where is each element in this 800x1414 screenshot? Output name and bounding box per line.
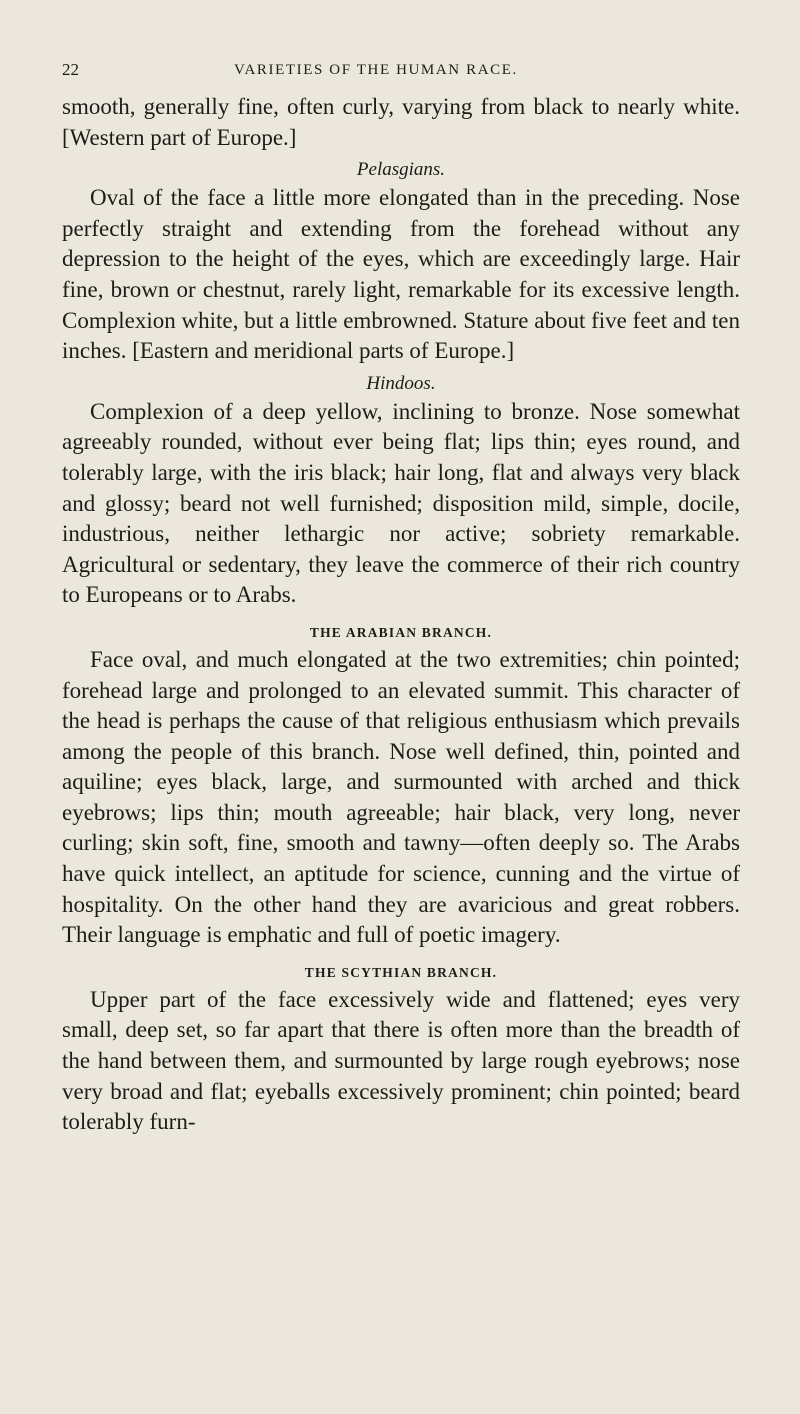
heading-hindoos: Hindoos. — [366, 372, 436, 394]
heading-scythian-branch: THE SCYTHIAN BRANCH. — [304, 964, 498, 980]
running-head — [62, 52, 740, 92]
continuation-paragraph: smooth, generally fine, often curly, varying from black to nearly white. [Western part of Europe.] — [62, 94, 740, 150]
scythian-paragraph: Upper part of the face excessively wide and flattened; eyes very small, deep set, so far apart that there is often more than the breadth of the hand between them, and surmounted by large rough eyebrows; nose very broad and flat; eyeballs excessively prominent; chin pointed; beard tolerably furn- — [62, 986, 740, 1135]
pelasgians-paragraph: Oval of the face a little more elongated than in the preceding. Nose perfectly straight and extending from the forehead without any depression to the height of the eyes, which are exceedingly large. Hair fine, brown or chestnut, rarely light, remarkable for its excessive length. Complexion white, but a little embrowned. Stature about five feet and ten inches. [Eastern and meridional parts of Europe.] — [62, 185, 740, 364]
heading-arabian-branch: THE ARABIAN BRANCH. — [309, 624, 493, 640]
hindoos-paragraph: Complexion of a deep yellow, inclining to bronze. Nose somewhat agreeably rounded, without ever being flat; lips thin; eyes round, and tolerably large, with the iris black; hair long, flat and always very black and glossy; beard not well furnished; disposition mild, simple, docile, industrious, neither lethargic nor active; sobriety remarkable. Agricultural or sedentary, they leave the commerce of their rich country to Europeans or to Arabs. — [62, 398, 740, 608]
running-title: VARIETIES OF THE HUMAN RACE. — [234, 62, 518, 78]
heading-pelasgians: Pelasgians. — [356, 159, 446, 181]
arabian-paragraph: Face oval, and much elongated at the two extremities; chin pointed; forehead large and prolonged to an elevated summit. This character of the head is perhaps the cause of that religious enthusiasm which prevails among the people of this branch. Nose well defined, thin, pointed and aquiline; eyes black, large, and surmounted with arched and thick eyebrows; lips thin; mouth agreeable; hair black, very long, never curling; skin soft, fine, smooth and tawny—often deeply so. The Arabs have quick intellect, an aptitude for science, cunning and the virtue of hospitality. On the other hand they are avaricious and great robbers. Their language is emphatic and full of poetic imagery. — [62, 646, 740, 948]
page-number: 22 — [62, 60, 79, 79]
